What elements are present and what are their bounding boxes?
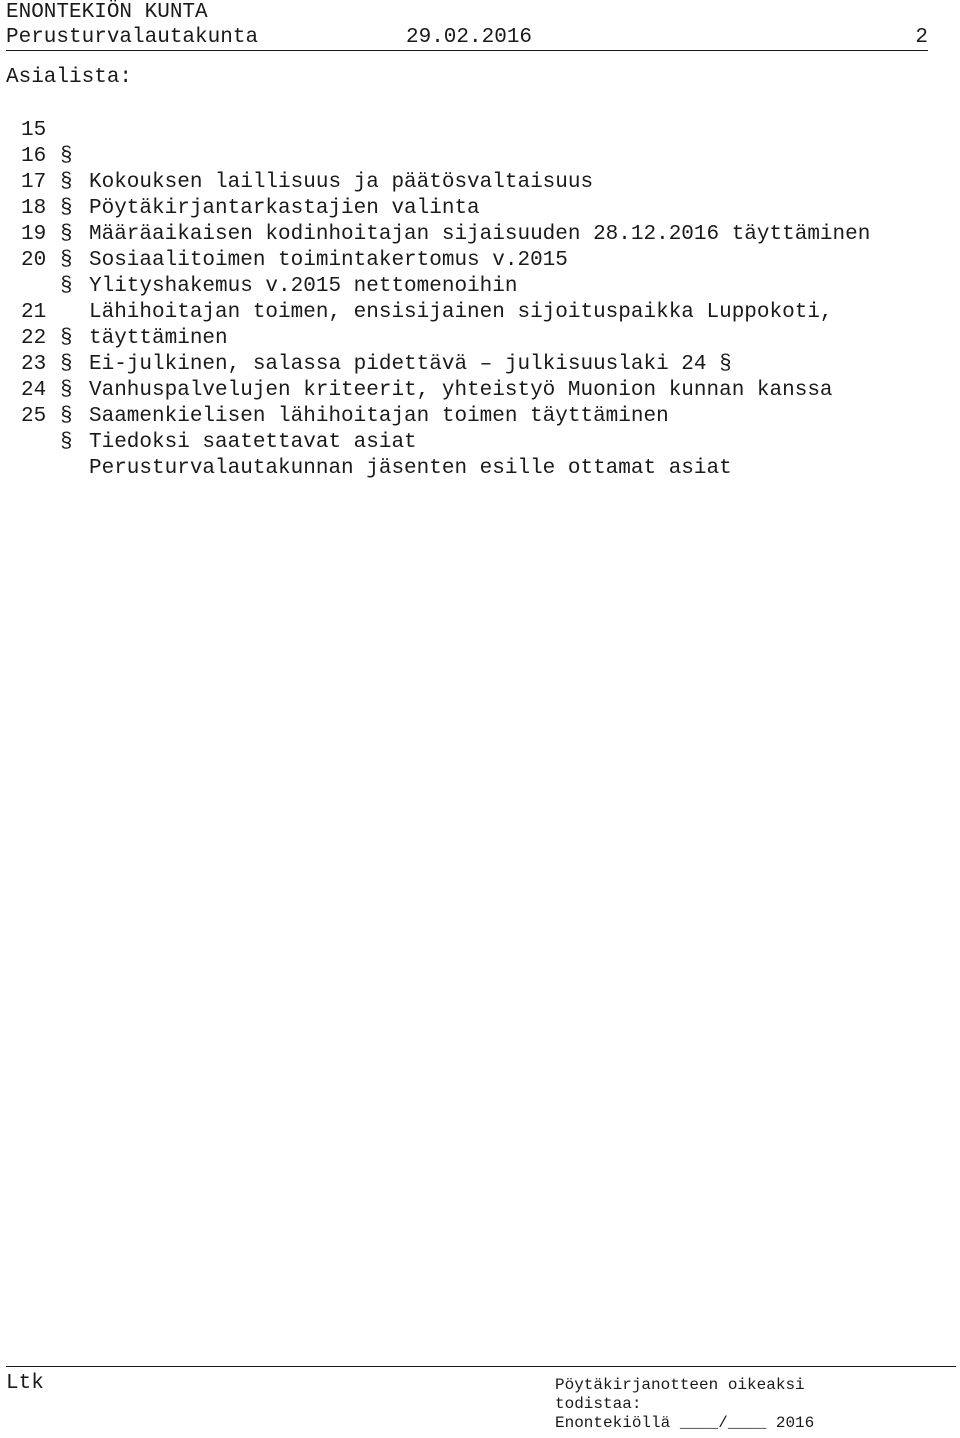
item-number: 18 xyxy=(21,197,47,220)
section-sign: § xyxy=(60,249,73,272)
certification-line-1: Pöytäkirjanotteen oikeaksi xyxy=(555,1376,805,1394)
item-number: 20 xyxy=(21,249,47,272)
section-sign: § xyxy=(60,327,73,350)
item-number: 19 xyxy=(21,223,47,246)
item-number: 23 xyxy=(21,353,47,376)
item-text: Tiedoksi saatettavat asiat xyxy=(89,431,417,454)
item-text: Pöytäkirjantarkastajien valinta xyxy=(89,197,480,220)
page-number: 2 xyxy=(915,26,928,49)
header-row xyxy=(6,26,928,51)
footer-initials-label: Ltk xyxy=(6,1372,44,1395)
footer-certification xyxy=(555,1376,814,1433)
item-number: 17 xyxy=(21,171,47,194)
item-text: Vanhuspalvelujen kriteerit, yhteistyö Muonion kunnan kanssa xyxy=(89,379,833,402)
certification-line-2: todistaa: xyxy=(555,1395,642,1413)
item-text-continued: täyttäminen xyxy=(89,327,228,350)
agenda-list xyxy=(0,92,960,480)
item-number: 22 xyxy=(21,327,47,350)
section-sign: § xyxy=(60,275,73,298)
section-sign: § xyxy=(60,431,73,454)
item-number: 25 xyxy=(21,405,47,428)
certification-line-3: Enontekiöllä ____/____ 2016 xyxy=(555,1414,815,1432)
section-sign: § xyxy=(60,197,73,220)
section-sign: § xyxy=(60,145,73,168)
item-text: Määräaikaisen kodinhoitajan sijaisuuden 28.12.2016 täyttäminen xyxy=(89,223,871,246)
item-number: 24 xyxy=(21,379,47,402)
item-text: Kokouksen laillisuus ja päätösvaltaisuus xyxy=(89,171,594,194)
agenda-title: Asialista: xyxy=(6,66,133,89)
item-text: Saamenkielisen lähihoitajan toimen täyttäminen xyxy=(89,405,669,428)
footer-divider xyxy=(6,1366,956,1367)
item-text: Sosiaalitoimen toimintakertomus v.2015 xyxy=(89,249,568,272)
meeting-date: 29.02.2016 xyxy=(406,26,533,49)
section-sign: § xyxy=(60,353,73,376)
item-text: Ei-julkinen, salassa pidettävä – julkisuuslaki 24 § xyxy=(89,353,732,376)
item-text: Lähihoitajan toimen, ensisijainen sijoituspaikka Luppokoti, xyxy=(89,301,833,324)
item-text: Ylityshakemus v.2015 nettomenoihin xyxy=(89,275,518,298)
item-text: Perusturvalautakunnan jäsenten esille ottamat asiat xyxy=(89,457,732,480)
section-sign: § xyxy=(60,223,73,246)
section-sign: § xyxy=(60,171,73,194)
section-sign: § xyxy=(60,405,73,428)
section-sign: § xyxy=(60,379,73,402)
item-number: 15 xyxy=(21,119,47,142)
item-number: 16 xyxy=(21,145,47,168)
organization-name: ENONTEKIÖN KUNTA xyxy=(6,1,208,24)
board-name: Perusturvalautakunta xyxy=(6,26,259,49)
item-number: 21 xyxy=(21,301,47,324)
